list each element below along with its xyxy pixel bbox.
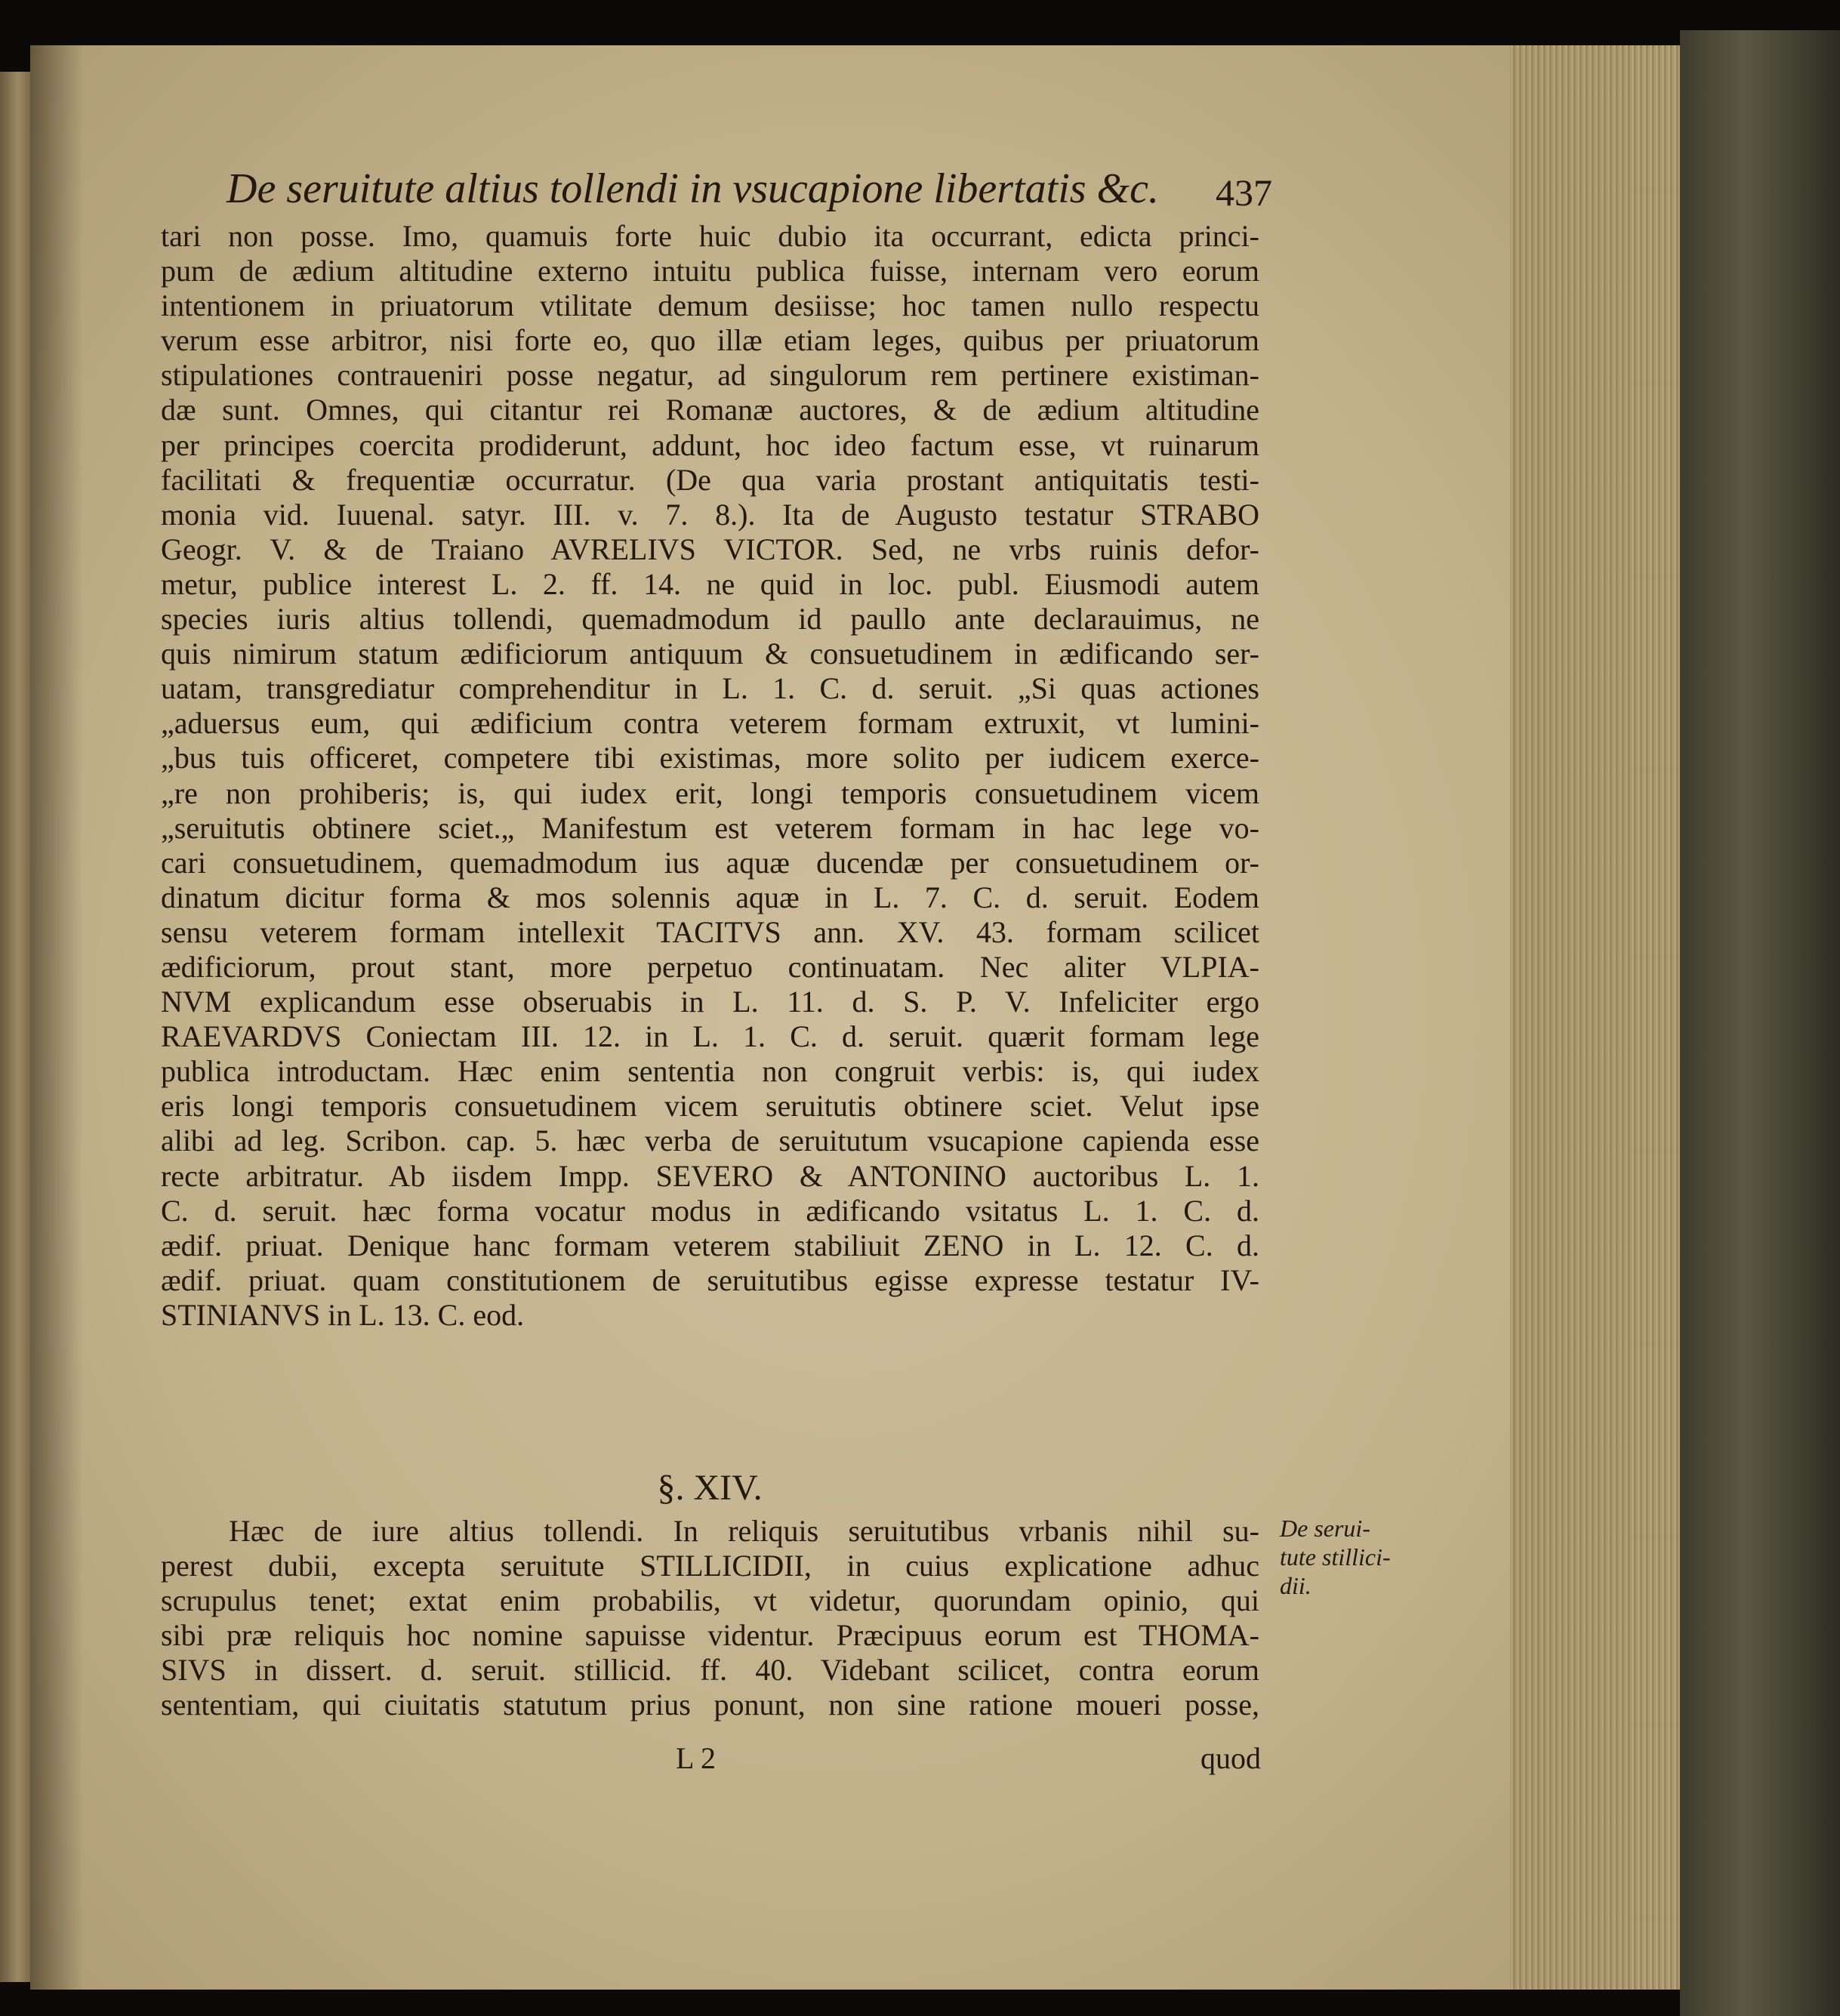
text-line: SIVS in dissert. d. seruit. stillicid. ff. 40. Videbant scilicet, contra eorum — [161, 1653, 1259, 1688]
signature-mark: L 2 — [676, 1741, 716, 1775]
text-line: intentionem in priuatorum vtilitate demum desiisse; hoc tamen nullo respectu — [161, 288, 1259, 323]
text-line: sibi præ reliquis hoc nomine sapuisse videntur. Præcipuus eorum est THOMA- — [161, 1618, 1259, 1653]
text-line: „aduersus eum, qui ædificium contra veterem formam extruxit, vt lumini- — [161, 706, 1259, 741]
text-line: verum esse arbitror, nisi forte eo, quo illæ etiam leges, quibus per priuatorum — [161, 323, 1259, 358]
paragraph-1 — [161, 219, 1259, 1333]
margin-note-line: tute stillici- — [1280, 1543, 1391, 1571]
margin-note-line: De serui- — [1280, 1515, 1370, 1542]
text-line: monia vid. Iuuenal. satyr. III. v. 7. 8.). Ita de Augusto testatur STRABO — [161, 497, 1259, 532]
text-line: sententiam, qui ciuitatis statutum prius ponunt, non sine ratione moueri posse, — [161, 1688, 1259, 1722]
text-line: cari consuetudinem, quemadmodum ius aquæ ducendæ per consuetudinem or- — [161, 845, 1259, 880]
page-number: 437 — [1216, 171, 1272, 214]
text-line: uatam, transgrediatur comprehenditur in L. 1. C. d. seruit. „Si quas actiones — [161, 671, 1259, 706]
catchword: quod — [1200, 1741, 1261, 1775]
text-line: ædif. priuat. quam constitutionem de seruitutibus egisse expresse testatur IV- — [161, 1262, 1259, 1297]
text-line: scrupulus tenet; extat enim probabilis, vt videtur, quorundam opinio, qui — [161, 1583, 1259, 1618]
text-line: recte arbitratur. Ab iisdem Impp. SEVERO & ANTONINO auctoribus L. 1. — [161, 1158, 1259, 1193]
page-fore-edge — [1510, 45, 1680, 1990]
text-line: „bus tuis officeret, competere tibi existimas, more solito per iudicem exerce- — [161, 741, 1259, 775]
left-page-edge — [0, 72, 30, 1982]
text-line: STINIANVS in L. 13. C. eod. — [161, 1297, 525, 1332]
text-line: sensu veterem formam intellexit TACITVS ann. XV. 43. formam scilicet — [161, 914, 1259, 949]
text-line: facilitati & frequentiæ occurratur. (De qua varia prostant antiquitatis testi- — [161, 462, 1259, 497]
text-line: quis nimirum statum ædificiorum antiquum & consuetudinem in ædificando ser- — [161, 637, 1259, 671]
margin-note-line: dii. — [1280, 1572, 1311, 1599]
section-heading: §. XIV. — [657, 1468, 763, 1508]
text-line: metur, publice interest L. 2. ff. 14. ne quid in loc. publ. Eiusmodi autem — [161, 566, 1259, 601]
text-line: Hæc de iure altius tollendi. In reliquis seruitutibus vrbanis nihil su- — [229, 1514, 1259, 1548]
running-head: De seruitute altius tollendi in vsucapione libertatis &c. — [227, 165, 1159, 212]
text-line: ædif. priuat. Denique hanc formam veterem stabiliuit ZENO in L. 12. C. d. — [161, 1228, 1259, 1262]
book-cover-edge — [1680, 30, 1840, 2016]
text-line: NVM explicandum esse obseruabis in L. 11. d. S. P. V. Infeliciter ergo — [161, 985, 1259, 1019]
text-line: „seruitutis obtinere sciet.„ Manifestum est veterem formam in hac lege vo- — [161, 810, 1259, 845]
text-line: Geogr. V. & de Traiano AVRELIVS VICTOR. Sed, ne vrbs ruinis defor- — [161, 532, 1259, 566]
text-line: „re non prohiberis; is, qui iudex erit, longi temporis consuetudinem vicem — [161, 775, 1259, 810]
text-line: C. d. seruit. hæc forma vocatur modus in ædificando vsitatus L. 1. C. d. — [161, 1193, 1259, 1228]
text-line: RAEVARDVS Coniectam III. 12. in L. 1. C. d. seruit. quærit formam lege — [161, 1019, 1259, 1054]
text-line: eris longi temporis consuetudinem vicem seruitutis obtinere sciet. Velut ipse — [161, 1089, 1259, 1124]
text-line: dæ sunt. Omnes, qui citantur rei Romanæ auctores, & de ædium altitudine — [161, 393, 1259, 427]
text-line: publica introductam. Hæc enim sententia non congruit verbis: is, qui iudex — [161, 1054, 1259, 1089]
text-line: species iuris altius tollendi, quemadmodum id paullo ante declarauimus, ne — [161, 602, 1259, 637]
text-line: alibi ad leg. Scribon. cap. 5. hæc verba de seruitutum vsucapione capienda esse — [161, 1124, 1259, 1158]
margin-note — [1280, 1514, 1393, 1600]
text-line: dinatum dicitur forma & mos solennis aquæ in L. 7. C. d. seruit. Eodem — [161, 880, 1259, 914]
text-line: tari non posse. Imo, quamuis forte huic dubio ita occurrant, edicta princi- — [161, 219, 1259, 253]
gutter-shadow — [30, 45, 83, 1990]
text-line: pum de ædium altitudine externo intuitu publica fuisse, internam vero eorum — [161, 254, 1259, 288]
text-line: stipulationes contraueniri posse negatur, ad singulorum rem pertinere existiman- — [161, 358, 1259, 393]
paragraph-2 — [161, 1514, 1259, 1723]
text-line: perest dubii, excepta seruitute STILLICIDII, in cuius explicatione adhuc — [161, 1549, 1259, 1583]
text-line: per principes coercita prodiderunt, addunt, hoc ideo factum esse, vt ruinarum — [161, 427, 1259, 462]
text-line: ædificiorum, prout stant, more perpetuo continuatam. Nec aliter VLPIA- — [161, 949, 1259, 984]
